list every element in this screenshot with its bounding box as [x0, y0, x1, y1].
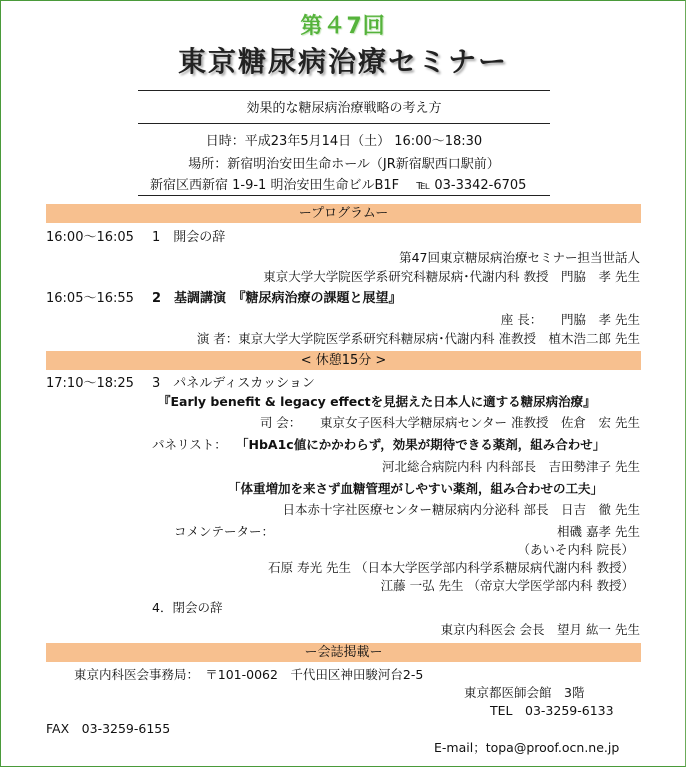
item1-speaker: 東京大学大学院医学系研究科糖尿病･代謝内科 教授 門脇 孝 先生 — [263, 269, 640, 284]
item1-title: 1 開会の辞 — [152, 230, 226, 245]
edition-heading: 第４7回 — [300, 14, 386, 39]
office-email: E-mail；topa@proof.ocn.ne.jp — [434, 740, 620, 755]
address-divider — [138, 195, 550, 196]
office-address: 東京内科医会事務局： 〒101-0062 千代田区神田駿河台2-5 — [74, 667, 424, 682]
item4-speaker: 東京内科医会 会長 望月 紘一 先生 — [440, 622, 640, 637]
item3-theme: 『Early benefit & legacy effectを見据えた日本人に適する糖尿病治療』 — [158, 394, 596, 409]
commentator-2: 石原 寿光 先生 （日本大学医学部内科学系糖尿病代謝内科 教授） — [268, 560, 634, 575]
venue-address: 新宿区西新宿 1-9-1 明治安田生命ビルB1F ℡ 03-3342-6705 — [150, 178, 527, 193]
event-venue: 場所：新宿明治安田生命ホール（JR新宿駅西口駅前） — [188, 157, 500, 172]
item3-title: 3 パネルディスカッション — [152, 376, 315, 391]
commentator-3: 江藤 一弘 先生 （帝京大学医学部内科 教授） — [380, 578, 634, 593]
subtitle: 効果的な糖尿病治療戦略の考え方 — [246, 101, 442, 116]
item1-time: 16:00～16:05 — [46, 230, 134, 245]
item3-moderator: 司 会： 東京女子医科大学糖尿病センター 准教授 佐倉 宏 先生 — [259, 415, 640, 430]
panel-topic-1: 「HbA1c値にかかわらず，効果が期待できる薬剤，組み合わせ」 — [236, 437, 606, 452]
item2-chair: 座 長： 門脇 孝 先生 — [500, 312, 640, 327]
commentator-1-affil: （あいそ内科 院長） — [517, 542, 634, 557]
item4-title: 4．閉会の辞 — [152, 600, 223, 615]
item2-time: 16:05～16:55 — [46, 291, 134, 306]
journal-band: ー会誌掲載ー — [46, 643, 641, 662]
break-band: < 休憩15分 > — [46, 351, 641, 370]
commentator-1-name: 相磯 嘉孝 先生 — [557, 524, 640, 539]
event-date: 日時：平成23年5月14日（土） 16:00～18:30 — [205, 134, 483, 149]
seminar-title: 東京糖尿病治療セミナー — [177, 45, 508, 78]
office-fax: FAX 03-3259-6155 — [46, 721, 171, 736]
office-building: 東京都医師会館 3階 — [464, 685, 585, 700]
item2-lecturer: 演 者：東京大学大学院医学系研究科糖尿病･代謝内科 准教授 植木浩二郎 先生 — [196, 331, 640, 346]
item3-time: 17:10～18:25 — [46, 376, 134, 391]
panelist-label: パネリスト： — [152, 437, 227, 452]
office-tel: TEL 03-3259-6133 — [490, 703, 614, 718]
panelist-1: 河北総合病院内科 内科部長 吉田勢津子 先生 — [382, 459, 640, 474]
item1-note: 第47回東京糖尿病治療セミナー担当世話人 — [399, 250, 640, 265]
item2-title: 2 基調講演 『糖尿病治療の課題と展望』 — [152, 291, 402, 306]
panelist-2: 日本赤十字社医療センター糖尿病内分泌科 部長 日吉 徹 先生 — [282, 502, 640, 517]
program-band: ープログラムー — [46, 204, 641, 223]
panel-topic-2: 「体重増加を来さず血糖管理がしやすい薬剤，組み合わせの工夫」 — [228, 481, 604, 496]
commentator-label: コメンテーター： — [174, 524, 275, 539]
